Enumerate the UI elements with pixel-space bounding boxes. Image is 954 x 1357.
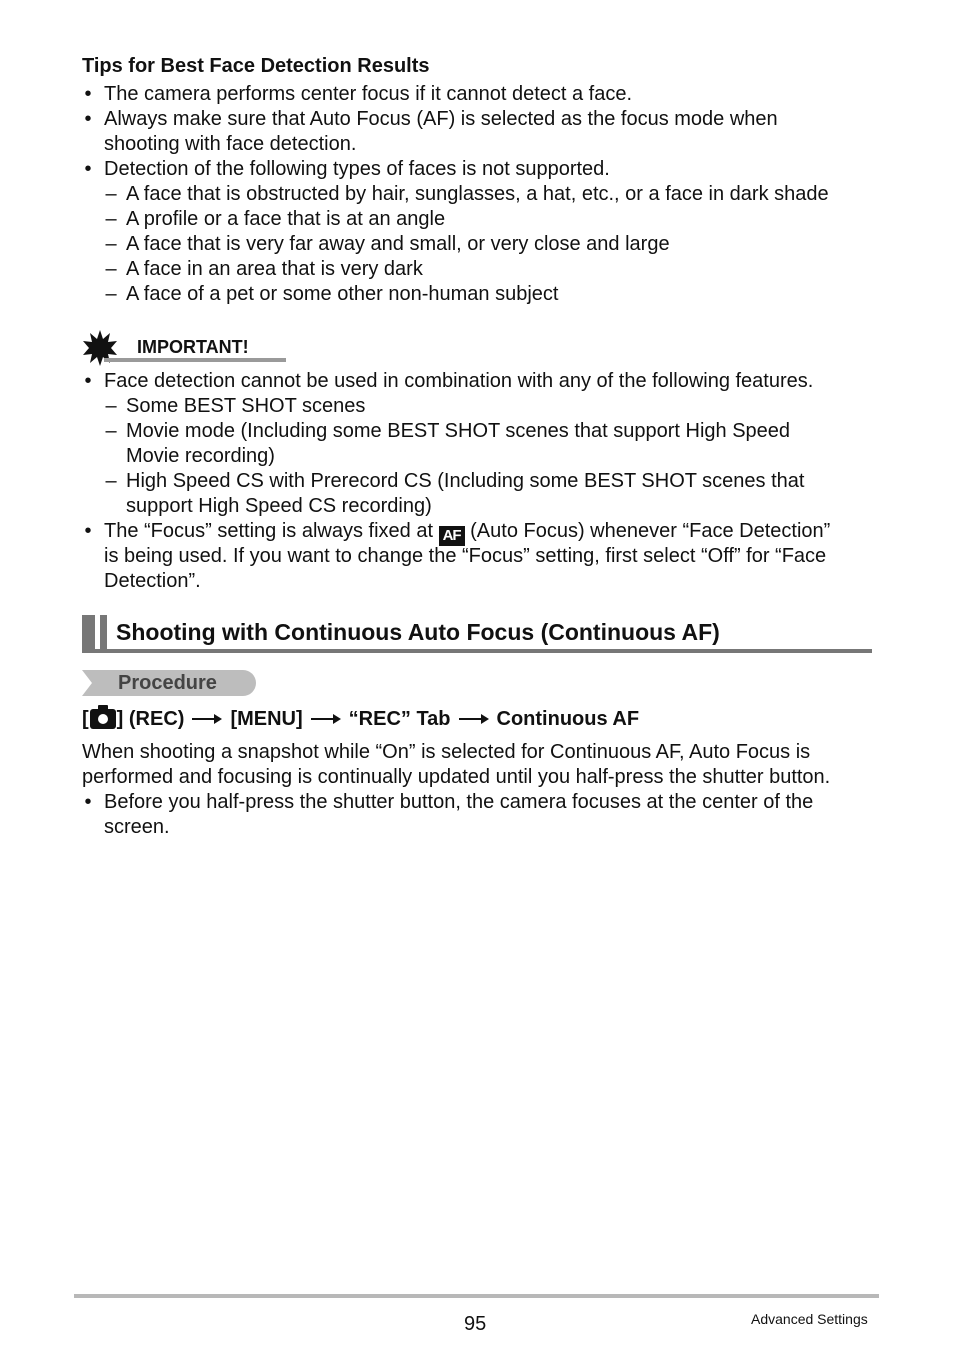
procedure-label: Procedure xyxy=(118,672,217,694)
body-paragraph-line-1: When shooting a snapshot while “On” is selected for Continuous AF, Auto Focus is xyxy=(82,741,811,763)
dash-glyph: – xyxy=(105,208,117,230)
camera-icon xyxy=(90,709,116,729)
body-paragraph-line-2: performed and focusing is continually updated until you half-press the shutter button. xyxy=(82,766,831,788)
menu-path-open-bracket: [ xyxy=(82,707,89,730)
important-item-2-text-pre: The “Focus” setting is always fixed at xyxy=(104,520,434,542)
menu-path-menu: [MENU] xyxy=(230,707,303,730)
important-item-2-line-1 xyxy=(104,519,830,546)
af-icon: AF xyxy=(439,526,465,546)
section-bullet-line-2: screen. xyxy=(104,816,170,838)
dash-glyph: – xyxy=(105,258,117,280)
tips-item-2-line-1: Always make sure that Auto Focus (AF) is selected as the focus mode when xyxy=(104,108,778,130)
dash-glyph: – xyxy=(105,233,117,255)
procedure-tab-notch xyxy=(82,670,92,696)
tips-item-2-line-2: shooting with face detection. xyxy=(104,133,357,155)
tips-subitem-3: A face that is very far away and small, or very close and large xyxy=(126,233,670,255)
tips-subitem-4: A face in an area that is very dark xyxy=(126,258,423,280)
dash-glyph: – xyxy=(105,183,117,205)
menu-path-rec: ] (REC) xyxy=(116,707,185,730)
dash-glyph: – xyxy=(105,420,117,442)
bullet-glyph: • xyxy=(84,370,92,392)
bullet-glyph: • xyxy=(84,158,92,180)
important-header xyxy=(82,330,286,364)
menu-path xyxy=(82,706,639,732)
menu-path-item: Continuous AF xyxy=(496,707,640,730)
right-arrow-icon xyxy=(459,713,489,725)
tips-item-1: The camera performs center focus if it cannot detect a face. xyxy=(104,83,633,105)
important-item-2-line-2: is being used. If you want to change the “Focus” setting, first select “Off” for “Face xyxy=(104,545,827,567)
section-bullet-line-1: Before you half-press the shutter button, the camera focuses at the center of the xyxy=(104,791,814,813)
section-title: Shooting with Continuous Auto Focus (Continuous AF) xyxy=(116,619,720,645)
important-subitem-2-line-2: Movie recording) xyxy=(126,445,275,467)
right-arrow-icon xyxy=(192,713,222,725)
bullet-glyph: • xyxy=(84,791,92,813)
procedure-badge xyxy=(82,670,256,696)
tips-subitem-1: A face that is obstructed by hair, sunglasses, a hat, etc., or a face in dark shade xyxy=(126,183,829,205)
footer-section-name: Advanced Settings xyxy=(751,1311,868,1327)
page-number: 95 xyxy=(464,1313,487,1335)
section-heading-rule xyxy=(82,649,872,653)
important-item-2-text-post: (Auto Focus) whenever “Face Detection” xyxy=(470,520,831,542)
bullet-glyph: • xyxy=(84,520,92,542)
important-subitem-3-line-2: support High Speed CS recording) xyxy=(126,495,432,517)
tips-subitem-5: A face of a pet or some other non-human subject xyxy=(126,283,559,305)
important-item-2-line-3: Detection”. xyxy=(104,570,201,592)
important-subitem-3-line-1: High Speed CS with Prerecord CS (Including some BEST SHOT scenes that xyxy=(126,470,805,492)
important-item-1: Face detection cannot be used in combination with any of the following features. xyxy=(104,370,814,392)
dash-glyph: – xyxy=(105,283,117,305)
tips-subitem-2: A profile or a face that is at an angle xyxy=(126,208,446,230)
tips-heading: Tips for Best Face Detection Results xyxy=(82,55,430,77)
important-subitem-2-line-1: Movie mode (Including some BEST SHOT scenes that support High Speed xyxy=(126,420,791,442)
tips-item-3: Detection of the following types of faces is not supported. xyxy=(104,158,610,180)
important-label: IMPORTANT! xyxy=(137,337,249,357)
bullet-glyph: • xyxy=(84,108,92,130)
menu-path-rec-tab: “REC” Tab xyxy=(348,707,451,730)
dash-glyph: – xyxy=(105,470,117,492)
dash-glyph: – xyxy=(105,395,117,417)
important-subitem-1: Some BEST SHOT scenes xyxy=(126,395,366,417)
section-heading-bar xyxy=(82,615,95,653)
right-arrow-icon xyxy=(311,713,341,725)
footer-rule xyxy=(74,1294,879,1298)
section-heading-bar xyxy=(100,615,107,653)
bullet-glyph: • xyxy=(84,83,92,105)
